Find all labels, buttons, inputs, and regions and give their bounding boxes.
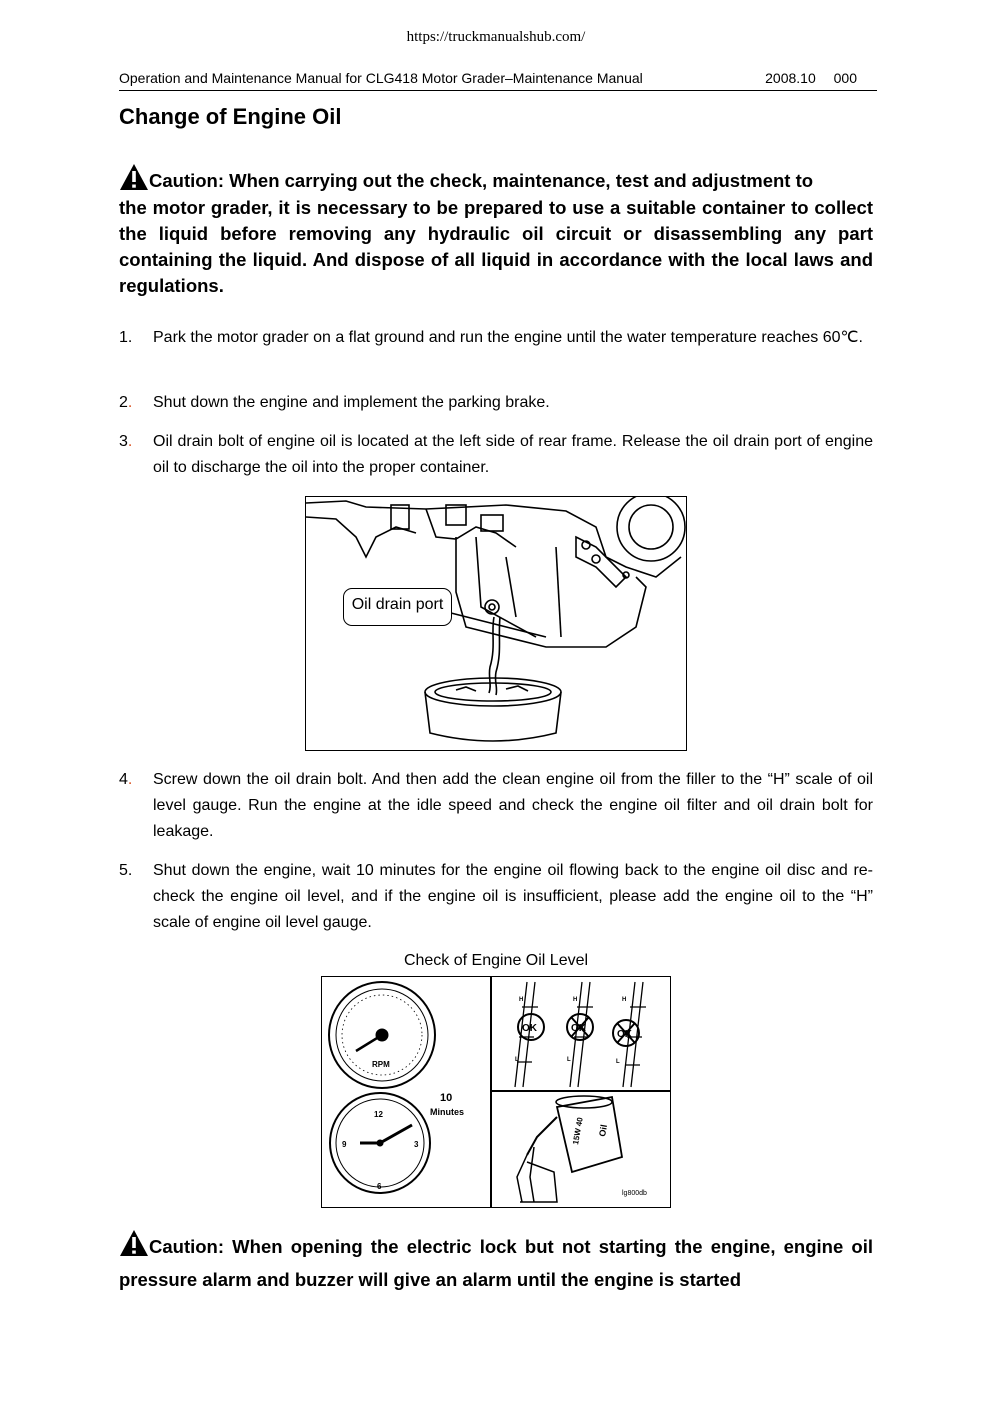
oil-drain-port-callout: Oil drain port <box>343 588 452 626</box>
header-title: Operation and Maintenance Manual for CLG418 Motor Grader–Maintenance Manual <box>119 70 643 86</box>
clock-12: 12 <box>374 1110 383 1119</box>
oil-level-check-illustration <box>321 976 671 1208</box>
oil-label: Oil <box>597 1123 610 1138</box>
rpm-label: RPM <box>372 1060 390 1069</box>
list-item <box>119 429 873 481</box>
list-item-text: Oil drain bolt of engine oil is located at the left side of rear frame. Release the oil drain port of engine oil to discharge the oil into the proper container. <box>153 433 873 476</box>
ok-label: OK <box>522 1023 537 1034</box>
h-mark: H <box>573 997 578 1003</box>
figure-caption: Check of Engine Oil Level <box>403 952 589 969</box>
list-item-text: Shut down the engine and implement the parking brake. <box>153 394 550 411</box>
caution-block-2 <box>119 1228 873 1296</box>
caution-1-lead: Caution: When carrying out the check, maintenance, test and adjustment to <box>149 170 814 191</box>
clock-9: 9 <box>342 1140 347 1149</box>
list-item-text: Park the motor grader on a flat ground and run the engine until the water temperature reaches 60℃. <box>153 329 863 346</box>
time-unit: Minutes <box>430 1107 465 1117</box>
list-number: 3. <box>119 433 133 450</box>
caution-1-text: the motor grader, it is necessary to be prepared to use a suitable container to collect the liquid before removing any hydraulic oil circuit or disassembling any part containing the liquid. And dispose of all liquid in accordance with the local laws and regulations. <box>119 197 873 296</box>
warning-icon <box>119 162 149 192</box>
l-mark: L <box>616 1059 620 1065</box>
caution-1-first-line <box>119 162 873 199</box>
ok-label: OK <box>571 1023 586 1034</box>
header-date: 2008.10 <box>765 70 816 86</box>
clock-3: 3 <box>414 1140 419 1149</box>
l-mark: L <box>515 1057 519 1063</box>
source-url: https://truckmanualshub.com/ <box>406 29 586 45</box>
list-number: 1. <box>119 329 133 346</box>
list-number: 2. <box>119 394 133 411</box>
header-meta <box>751 70 857 86</box>
list-item-text: Shut down the engine, wait 10 minutes for the engine oil flowing back to the engine oil disc and re-check the engine oil level, and if the engine oil is insufficient, please add the engine oil to the “H” scale of engine oil level gauge. <box>153 862 873 931</box>
clock-6: 6 <box>377 1182 382 1191</box>
figure-id: lg800db <box>622 1190 647 1197</box>
ok-label: OK <box>617 1029 632 1040</box>
h-mark: H <box>519 997 524 1003</box>
l-mark: L <box>567 1057 571 1063</box>
list-number: 4. <box>119 771 133 788</box>
list-number: 5. <box>119 862 133 879</box>
time-value: 10 <box>440 1092 453 1104</box>
page-title: Change of Engine Oil <box>119 104 342 129</box>
list-item <box>119 325 873 351</box>
list-item <box>119 858 873 936</box>
caution-block-1 <box>119 162 873 299</box>
oil-level-drawing <box>322 977 670 1207</box>
list-item <box>119 767 873 845</box>
list-item <box>119 390 873 416</box>
list-item-text: Screw down the oil drain bolt. And then add the clean engine oil from the filler to the “H” scale of oil level gauge. Run the engine at the idle speed and check the engine oil filter and oil drain bolt for leakage. <box>153 771 873 840</box>
oil-grade-label: 15W 40 <box>571 1116 585 1146</box>
caution-2-text: Caution: When opening the electric lock but not starting the engine, engine oil pressure alarm and buzzer will give an alarm until the engine is started <box>119 1236 873 1290</box>
warning-icon <box>119 1228 149 1258</box>
header-code: 000 <box>833 70 857 86</box>
page-header <box>119 70 877 91</box>
h-mark: H <box>622 997 627 1003</box>
